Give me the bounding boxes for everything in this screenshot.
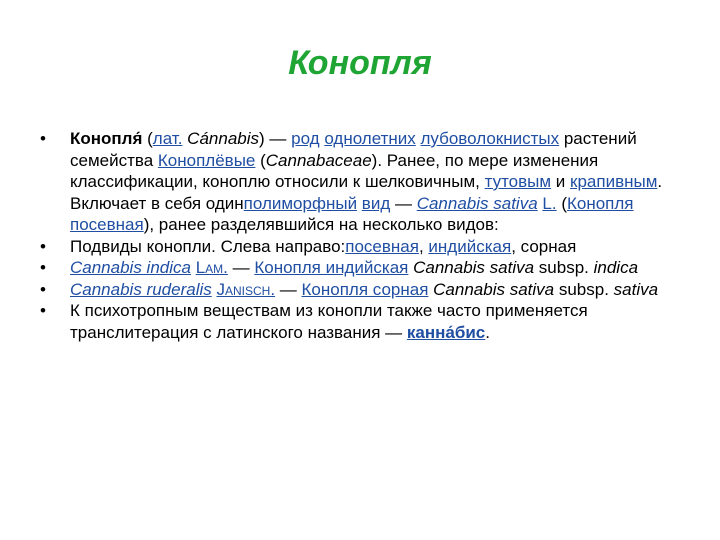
link-polymorphic[interactable]: полиморфный (243, 193, 358, 213)
latin-name: Cannabis sativa (433, 279, 555, 299)
list-item-psychotropic (40, 300, 680, 343)
bullet-icon: • (40, 236, 46, 256)
text: ( (255, 150, 266, 170)
link-sown[interactable]: посевная (345, 236, 419, 256)
link-genus[interactable]: род (291, 129, 320, 148)
link-linnaeus[interactable]: L. (542, 193, 557, 213)
text: и (551, 172, 571, 191)
list-item-cannabis-definition (40, 128, 680, 236)
text: растений семейства (70, 129, 637, 170)
text: — (390, 193, 417, 213)
link-hemp-weedy[interactable]: Конопля сорная (301, 279, 429, 299)
text: ) — (259, 129, 292, 148)
link-hemp-sown[interactable]: Конопля посевная (70, 193, 634, 234)
list-item-subspecies (40, 236, 680, 258)
link-cannabis-indica-label: Cannabis indica (70, 258, 191, 277)
term-konoplya: Конопля́ (70, 129, 143, 148)
link-species[interactable]: вид (361, 193, 391, 213)
link-cannabis-sativa-label: Cannabis sativa (416, 193, 538, 213)
list-item-indica (40, 257, 680, 279)
text: , сорная (511, 236, 577, 256)
link-annual[interactable]: однолетних (324, 129, 416, 148)
text: ). Ранее, по мере изменения классификации, коноплю относили к шелковичным, (70, 150, 599, 191)
link-cannabis-ruderalis[interactable] (70, 280, 212, 299)
link-latin[interactable]: лат. (152, 129, 183, 148)
text: Подвиды конопли. Слева направо: (70, 236, 346, 256)
link-lamarck[interactable]: Lam. (195, 258, 228, 277)
link-bast-fiber[interactable]: лубоволокнистых (420, 129, 560, 148)
text: , (418, 236, 429, 256)
latin-subspecies: sativa (613, 279, 659, 299)
latin-name: Cánnabis (187, 129, 259, 148)
text: — (227, 258, 255, 277)
text: ( (556, 193, 567, 213)
link-janischevsky[interactable]: Janisch. (216, 279, 276, 299)
text: ( (142, 129, 153, 148)
bullet-icon: • (40, 129, 46, 148)
link-indian[interactable]: индийская (428, 236, 512, 256)
family-latin: Cannabaceae (265, 150, 372, 170)
bullet-icon: • (40, 258, 46, 277)
link-mulberry[interactable]: тутовым (484, 172, 552, 191)
link-nettle[interactable]: крапивным (570, 172, 658, 191)
link-hemp-indian[interactable]: Конопля индийская (254, 258, 409, 277)
link-cannabaceae-ru[interactable]: Коноплёвые (157, 150, 256, 170)
bullet-icon: • (40, 279, 46, 299)
text: subsp. (534, 258, 594, 277)
link-cannabis-term-label: канна́бис (406, 322, 486, 342)
link-cannabis-term[interactable] (407, 323, 485, 342)
latin-name: Cannabis sativa (413, 258, 535, 277)
text: . (485, 322, 490, 342)
text: . Включает в себя один (70, 172, 663, 213)
text: subsp. (554, 279, 614, 299)
text: К психотропным веществам из конопли также часто применяется транслитерация с латинского названия — (70, 301, 588, 342)
link-cannabis-indica[interactable] (70, 258, 191, 277)
slide-title: Конопля (288, 44, 432, 82)
text: ), ранее разделявшийся на несколько видов: (143, 215, 499, 234)
text: — (275, 279, 302, 299)
bullet-icon: • (40, 301, 46, 320)
latin-subspecies: indica (593, 258, 639, 277)
link-cannabis-ruderalis-label: Cannabis ruderalis (70, 279, 212, 299)
list-item-ruderalis (40, 279, 680, 301)
link-cannabis-sativa[interactable] (417, 194, 538, 213)
bullet-list (40, 128, 680, 343)
